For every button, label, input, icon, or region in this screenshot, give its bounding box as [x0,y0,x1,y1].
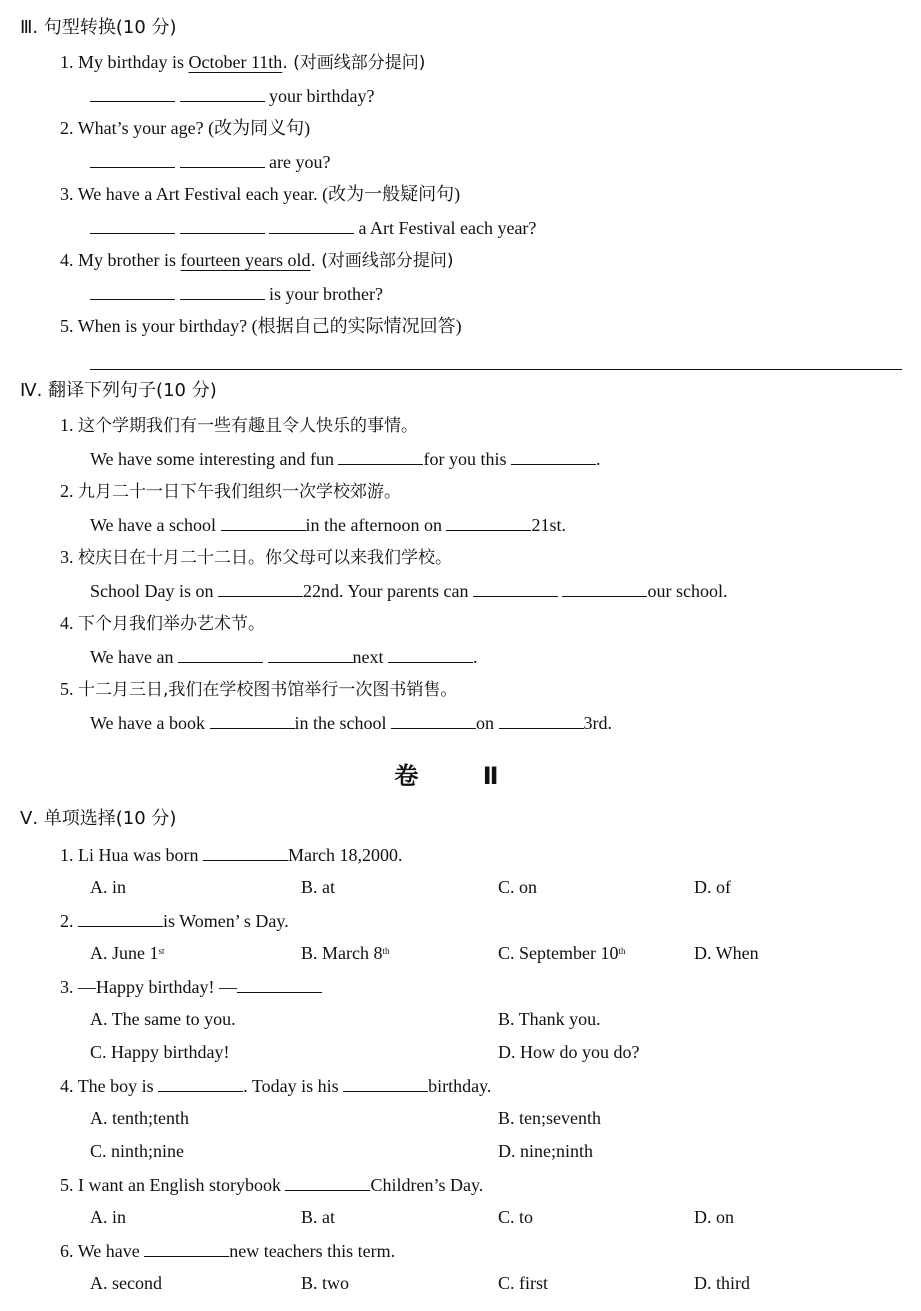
s3-question-4 [60,248,454,272]
s5-question-2 [60,908,289,932]
question-text: March 18,2000. [287,845,403,865]
answer-text: next [352,647,389,667]
s4-answer-1 [90,446,600,470]
s4-answer-2 [90,512,566,536]
s3-question-3 [60,182,460,206]
answer-text: 22nd. Your parents can [303,581,473,601]
question-text: My brother is [78,250,181,270]
option-text: B. March 8 [301,943,383,963]
question-number: 4. [60,1076,74,1096]
answer-blank[interactable] [144,1238,229,1257]
answer-text: a Art Festival each year? [358,218,537,238]
answer-text: are you? [269,152,331,172]
question-number: 6. [60,1241,74,1261]
ordinal-suffix: st [158,946,165,956]
s3-question-2 [60,116,310,140]
answer-text: We have a school [90,515,221,535]
answer-blank[interactable] [511,446,596,465]
s4-question-5 [60,677,457,701]
answer-blank[interactable] [178,644,263,663]
question-number: 3. [60,547,74,567]
chinese-sentence: 校庆日在十月二十二日。你父母可以来我们学校。 [78,548,452,568]
answer-blank[interactable] [203,842,288,861]
question-text: Children’s Day. [370,1175,484,1195]
answer-blank[interactable] [446,512,531,531]
chinese-sentence: 九月二十一日下午我们组织一次学校郊游。 [78,482,401,502]
option-b[interactable] [301,941,390,965]
answer-text: We have a book [90,713,210,733]
s3-answer-3 [90,215,536,239]
answer-blank[interactable] [338,446,423,465]
option-a[interactable]: A. in [90,1207,126,1227]
question-number: 1. [60,845,74,865]
question-number: 1. [60,52,74,72]
s3-answer-4 [90,281,383,305]
answer-blank[interactable] [180,83,265,102]
answer-text: 21st. [531,515,566,535]
answer-text: We have an [90,647,179,667]
answer-blank[interactable] [180,215,265,234]
answer-blank[interactable] [90,149,175,168]
s4-question-1 [60,413,418,437]
s5-question-1 [60,842,402,866]
ordinal-suffix: th [618,946,626,956]
option-d[interactable]: D. How do you do? [498,1042,640,1062]
ordinal-suffix: th [382,946,390,956]
answer-blank[interactable] [218,578,303,597]
answer-text: 3rd. [583,713,613,733]
section-3-heading: Ⅲ. 句型转换(10 分) [20,17,177,38]
s4-answer-3 [90,578,727,602]
question-text: We have [77,1241,145,1261]
question-number: 5. [60,316,74,336]
option-d[interactable]: D. on [694,1207,734,1227]
answer-blank[interactable] [285,1172,370,1191]
answer-text: . [595,449,601,469]
option-c[interactable] [498,941,626,965]
s3-question-1 [60,50,425,74]
option-d[interactable]: D. When [694,943,759,963]
underlined-text: October 11th [188,52,283,72]
answer-text: is your brother? [269,284,383,304]
question-number: 4. [60,613,74,633]
underlined-text: fourteen years old [180,250,311,270]
answer-blank[interactable] [90,281,175,300]
option-c[interactable]: C. to [498,1207,534,1227]
answer-blank[interactable] [268,644,353,663]
section-5-heading: Ⅴ. 单项选择(10 分) [20,808,177,829]
option-d[interactable]: D. third [694,1273,750,1293]
answer-line[interactable] [90,369,902,370]
question-number: 2. [60,481,74,501]
question-text: is Women’ s Day. [163,911,289,931]
option-d[interactable]: D. nine;ninth [498,1141,593,1161]
option-c[interactable]: C. ninth;nine [90,1141,184,1161]
question-text: I want an English storybook [78,1175,286,1195]
s3-question-5 [60,314,462,338]
answer-text: for you this [423,449,511,469]
question-text: My birthday is [78,52,189,72]
answer-text: on [476,713,499,733]
question-text: . Today is his [243,1076,344,1096]
question-instruction: . (对画线部分提问) [310,251,454,271]
answer-blank[interactable] [269,215,354,234]
question-text: new teachers this term. [229,1241,396,1261]
question-number: 5. [60,1175,74,1195]
question-text: What’s your age? (改为同义句) [77,118,311,138]
chinese-sentence: 这个学期我们有一些有趣且令人快乐的事情。 [78,416,418,436]
answer-blank[interactable] [388,644,473,663]
option-a[interactable]: A. second [90,1273,162,1293]
answer-blank[interactable] [90,83,175,102]
chinese-sentence: 下个月我们举办艺术节。 [78,614,265,634]
question-number: 3. [60,184,74,204]
s4-answer-4 [90,644,478,668]
answer-blank[interactable] [78,908,163,927]
option-b[interactable]: B. Thank you. [498,1009,601,1029]
option-a[interactable]: A. in [90,877,126,897]
answer-blank[interactable] [562,578,647,597]
s3-answer-1 [90,83,374,107]
answer-blank[interactable] [343,1073,428,1092]
question-text: We have a Art Festival each year. (改为一般疑问句) [77,184,461,204]
option-b[interactable]: B. ten;seventh [498,1108,601,1128]
s4-question-3 [60,545,452,569]
s5-question-6 [60,1238,395,1262]
option-b[interactable]: B. two [301,1273,350,1293]
part-2-title: 卷 Ⅱ [394,762,527,790]
s5-question-4 [60,1073,491,1097]
answer-blank[interactable] [473,578,558,597]
question-number: 5. [60,679,74,699]
question-text: —Happy birthday! — [78,977,237,997]
option-a[interactable]: A. tenth;tenth [90,1108,189,1128]
question-number: 3. [60,977,74,997]
option-c[interactable]: C. on [498,877,538,897]
question-text: When is your birthday? (根据自己的实际情况回答) [77,316,462,336]
answer-text: in the afternoon on [305,515,447,535]
question-number: 4. [60,250,74,270]
answer-text: . [473,647,478,667]
s4-question-4 [60,611,265,635]
answer-blank[interactable] [210,710,295,729]
chinese-sentence: 十二月三日,我们在学校图书馆举行一次图书销售。 [78,680,458,700]
question-number: 2. [60,911,74,931]
answer-blank[interactable] [180,281,265,300]
answer-blank[interactable] [221,512,306,531]
answer-blank[interactable] [90,215,175,234]
answer-text: our school. [647,581,728,601]
option-a[interactable]: A. The same to you. [90,1009,236,1029]
option-text: A. June 1 [90,943,159,963]
option-a[interactable] [90,941,165,965]
option-d[interactable]: D. of [694,877,731,897]
s5-question-3 [60,974,322,998]
question-text: Li Hua was born [78,845,203,865]
s3-answer-2 [90,149,330,173]
answer-blank[interactable] [391,710,476,729]
s4-answer-5 [90,710,612,734]
s4-question-2 [60,479,401,503]
option-text: C. September 10 [498,943,619,963]
question-number: 1. [60,415,74,435]
option-c[interactable]: C. Happy birthday! [90,1042,230,1062]
s5-question-5 [60,1172,483,1196]
answer-blank[interactable] [499,710,584,729]
question-number: 2. [60,118,74,138]
option-b[interactable]: B. at [301,877,335,897]
answer-blank[interactable] [237,974,322,993]
section-4-heading: Ⅳ. 翻译下列句子(10 分) [20,380,217,401]
question-text: The boy is [77,1076,159,1096]
question-instruction: . (对画线部分提问) [282,53,426,73]
question-text: birthday. [428,1076,492,1096]
option-b[interactable]: B. at [301,1207,335,1227]
answer-text: your birthday? [269,86,375,106]
answer-blank[interactable] [158,1073,243,1092]
answer-blank[interactable] [180,149,265,168]
answer-text: School Day is on [90,581,218,601]
answer-text: We have some interesting and fun [90,449,339,469]
option-c[interactable]: C. first [498,1273,549,1293]
answer-text: in the school [294,713,392,733]
